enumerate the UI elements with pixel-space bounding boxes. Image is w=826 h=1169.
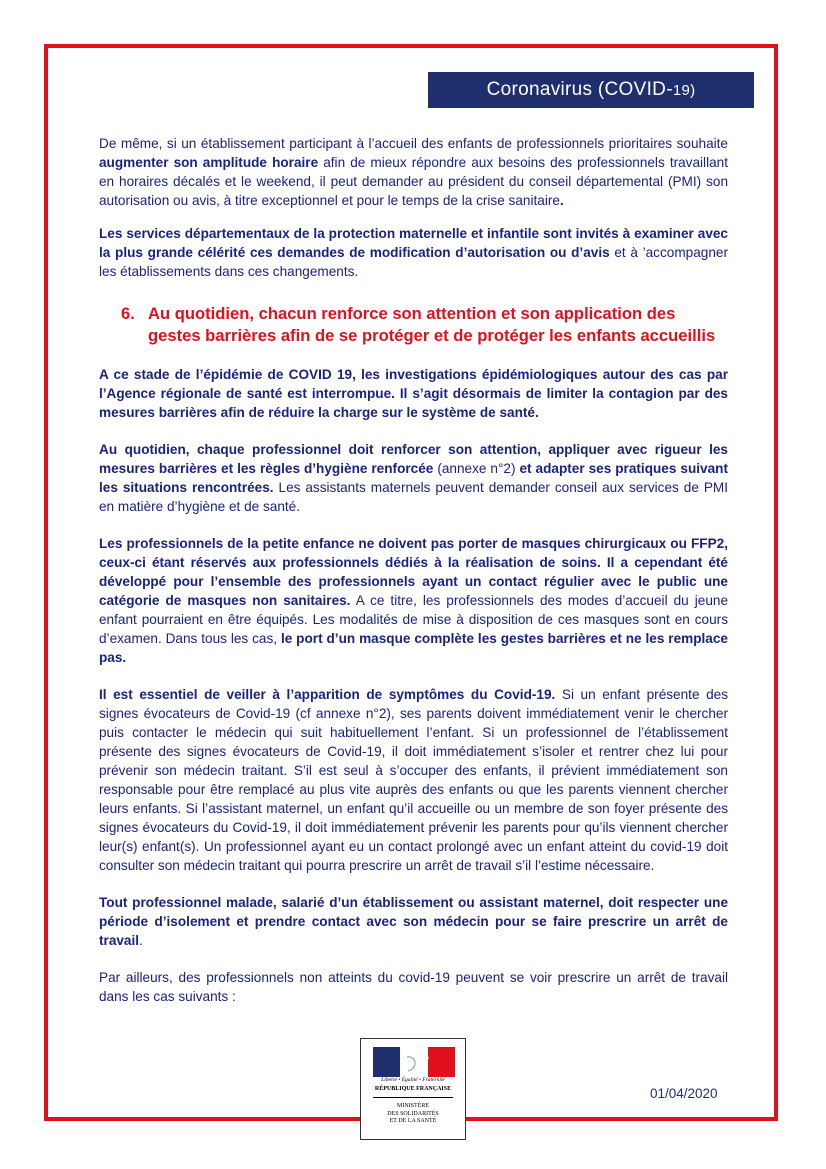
paragraph-6 — [99, 685, 728, 875]
header-banner — [428, 72, 754, 108]
p2-bold-a: Les services départementaux de la protection maternelle et infantile sont invités à examiner avec la plus grande célérité ces demandes de modification d’autorisation ou d’avis — [99, 226, 728, 260]
republic-name: RÉPUBLIQUE FRANÇAISE — [374, 1086, 452, 1092]
ministry-line-2: DES SOLIDARITÉS — [387, 1110, 439, 1117]
ministry-line-1: MINISTÈRE — [397, 1103, 429, 1109]
p1-text-a: De même, si un établissement participant à l’accueil des enfants de professionnels prioritaires souhaite — [99, 136, 728, 151]
p4-text-d: Les assistants maternels peuvent demander conseil aux services de PMI en matière d’hygiène et de santé. — [99, 480, 728, 514]
p1-bold-d: . — [559, 193, 564, 208]
paragraph-4 — [99, 440, 728, 516]
republic-motto: Liberté • Égalité • Fraternité — [381, 1077, 445, 1083]
marianne-flag-icon — [373, 1047, 455, 1077]
paragraph-2 — [99, 224, 728, 281]
p7-text-b: . — [139, 933, 143, 948]
p5-bold-c: le port d’un masque complète les gestes barrières et ne les remplace pas. — [99, 631, 728, 665]
paragraph-8 — [99, 968, 728, 1006]
p4-bold-c: et adapter ses pratiques suivant les situations rencontrées. — [99, 461, 728, 495]
p6-bold-a: Il est essentiel de veiller à l’apparition de symptômes du Covid-19. — [99, 687, 556, 702]
section-number: 6. — [121, 304, 135, 323]
paragraph-1 — [99, 134, 728, 210]
p4-bold-a: Au quotidien, chaque professionnel doit renforcer son attention, appliquer avec rigueur les mesures barrières et les règles d’hygiène renforcée — [99, 442, 728, 476]
paragraph-7 — [99, 893, 728, 950]
ministry-line-3: ET DE LA SANTÉ — [389, 1118, 437, 1124]
p7-bold-a: Tout professionnel malade, salarié d’un établissement ou assistant maternel, doit respecter une période d’isolement et prendre contact avec son médecin pour se faire prescrire un arrêt de travail — [99, 895, 728, 948]
section-title: Au quotidien, chacun renforce son attention et son application des gestes barrières afin de se protéger et de protéger les enfants accueillis — [148, 304, 716, 345]
paragraph-3 — [99, 365, 728, 422]
paragraph-5 — [99, 534, 728, 667]
section-heading-6 — [99, 303, 728, 347]
document-body — [99, 134, 728, 1020]
document-date: 01/04/2020 — [650, 1086, 718, 1101]
p2-text-b: et à ’accompagner les établissements dans ces changements. — [99, 245, 728, 279]
p1-bold-b: augmenter son amplitude horaire — [99, 155, 319, 170]
p8-text-a: Par ailleurs, des professionnels non atteints du covid-19 peuvent se voir prescrire un arrêt de travail dans les cas suivants : — [99, 970, 728, 1004]
p6-text-b: Si un enfant présente des signes évocateurs de Covid-19 (cf annexe n°2), ses parents doivent immédiatement venir le chercher puis contacter le médecin qui suit habituellement l’enfant. Si un professionnel de l’établissement présente des signes évocateurs de Covid-19, il doit immédiatement s’isoler et rentrer chez lui pour prévenir son médecin traitant. S’il est seul à s’occuper des enfants, il prévient immédiatement son responsable pour être remplacé au plus vite auprès des enfants ou que les parents viennent chercher leurs enfants. Si l’assistant maternel, un enfant qu’il accueille ou un membre de son foyer présente des signes évocateurs du Covid-19, il doit immédiatement prévenir les parents pour qu’ils viennent chercher leur(s) enfant(s). Un professionnel ayant eu un contact prolongé avec un enfant atteint du covid-19 doit consulter son médecin traitant qui pourra prescrire un arrêt de travail s’il l’estime nécessaire. — [99, 687, 728, 873]
p1-text-c: afin de mieux répondre aux besoins des professionnels travaillant en horaires décalés et le weekend, il peut demander au président du conseil départemental (PMI) son autorisation ou avis, à titre exceptionnel et pour le temps de la crise sanitaire — [99, 155, 728, 208]
ministry-name — [361, 1103, 465, 1126]
ministry-logo — [360, 1038, 466, 1140]
p3-bold-a: A ce stade de l’épidémie de COVID 19, les investigations épidémiologiques autour des cas par l’Agence régionale de santé est interrompue. Il s’agit désormais de limiter la contagion par des mesures barrières afin de réduire la charge sur le système de santé. — [99, 367, 728, 420]
logo-divider — [373, 1097, 453, 1098]
banner-title-suffix: 19) — [672, 81, 696, 99]
p5-bold-a: Les professionnels de la petite enfance ne doivent pas porter de masques chirurgicaux ou FFP2, ceux-ci étant réservés aux professionnels dédiés à la réalisation de soins. Il a cependant été développé pour l’ensemble des professionnels ayant un contact régulier avec le public une catégorie de masques non sanitaires. — [99, 536, 728, 608]
banner-title: Coronavirus (COVID- — [486, 79, 673, 100]
p5-text-b: A ce titre, les professionnels des modes d’accueil du jeune enfant pourraient en être équipés. Les modalités de mise à disposition de ces masques sont en cours d’examen. Dans tous les cas, — [99, 593, 729, 646]
p4-text-b: (annexe n°2) — [433, 461, 520, 476]
